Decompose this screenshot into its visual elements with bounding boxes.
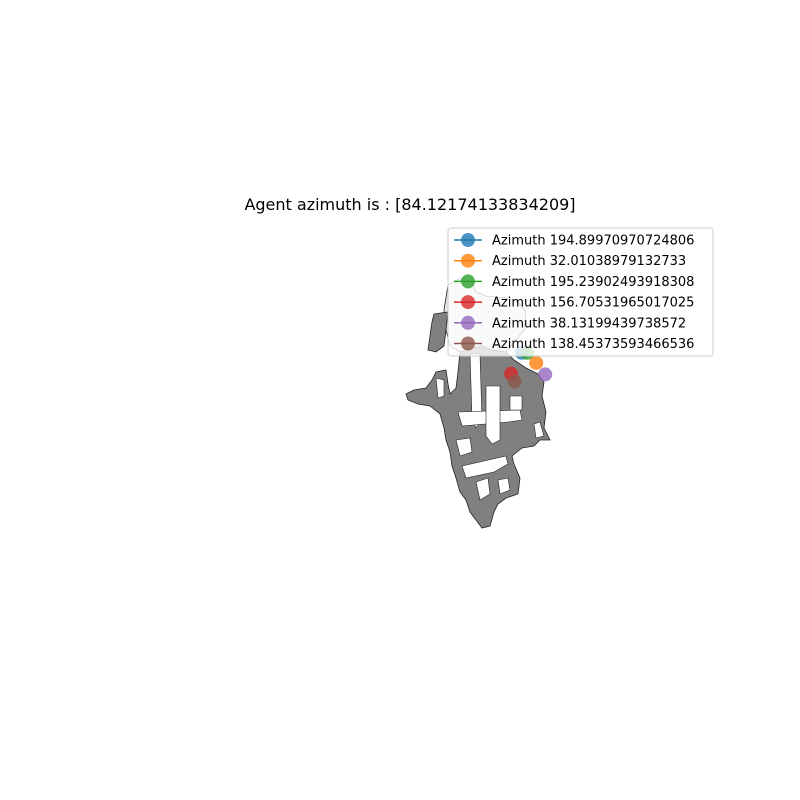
legend <box>448 228 713 356</box>
legend-label-3: Azimuth 156.70531965017025 <box>492 295 695 311</box>
legend-marker-0 <box>461 233 475 247</box>
legend-marker-4 <box>461 316 475 330</box>
marker-point-4 <box>538 367 552 381</box>
legend-label-2: Azimuth 195.23902493918308 <box>492 274 695 290</box>
map-block-right <box>510 396 522 410</box>
map-block-center <box>486 386 500 444</box>
legend-marker-2 <box>461 274 475 288</box>
legend-marker-3 <box>461 295 475 309</box>
legend-label-1: Azimuth 32.01038979132733 <box>492 254 687 270</box>
chart-title: Agent azimuth is : [84.12174133834209] <box>244 195 576 214</box>
map-left-wing <box>428 312 448 352</box>
legend-label-5: Azimuth 138.45373593466536 <box>492 337 695 352</box>
legend-marker-1 <box>461 254 475 268</box>
legend-label-4: Azimuth 38.13199439738572 <box>492 316 687 332</box>
marker-point-5 <box>508 375 522 389</box>
legend-label-0: Azimuth 194.89970970724806 <box>492 233 695 249</box>
legend-marker-5 <box>461 337 475 351</box>
